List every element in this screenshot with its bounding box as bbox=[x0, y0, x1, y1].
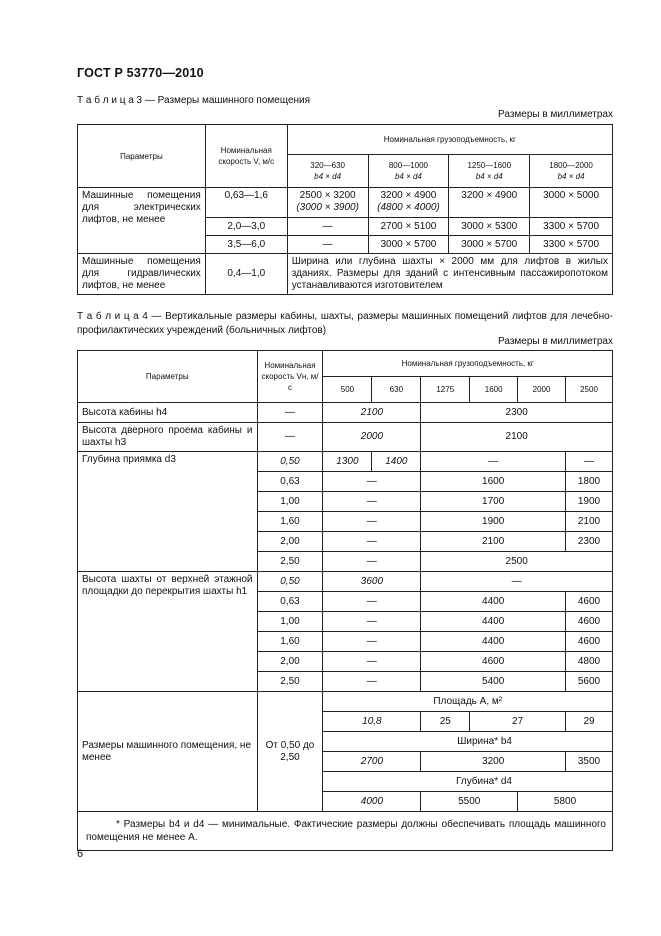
t4-pit-label: Глубина приямка d3 bbox=[78, 452, 258, 572]
t3-cell: 3000 × 5700 bbox=[449, 236, 530, 254]
t4-cell: 2100 bbox=[566, 512, 613, 532]
t4-speed: — bbox=[257, 423, 323, 452]
t4-speed: 2,00 bbox=[257, 532, 323, 552]
t4-cell: 2500 bbox=[421, 552, 613, 572]
t4-cell: 1700 bbox=[421, 492, 566, 512]
t4-cell: — bbox=[323, 652, 421, 672]
t4-cell: — bbox=[323, 512, 421, 532]
t3-header-params: Параметры bbox=[78, 125, 206, 188]
t4-header-params: Параметры bbox=[78, 351, 258, 403]
t4-cell: 2100 bbox=[421, 532, 566, 552]
t4-cell: 4400 bbox=[421, 612, 566, 632]
t4-cell: — bbox=[421, 452, 566, 472]
t4-cell: 29 bbox=[566, 712, 613, 732]
t4-cell: — bbox=[323, 632, 421, 652]
t4-load-col: 2000 bbox=[518, 377, 566, 403]
t3-cell: 3200 × 4900 bbox=[449, 188, 530, 218]
t4-cell: 1400 bbox=[372, 452, 421, 472]
t4-cell: — bbox=[566, 452, 613, 472]
t4-cell: 1800 bbox=[566, 472, 613, 492]
t3-cell: 3000 × 5700 bbox=[368, 236, 449, 254]
t4-machine-room-speed: От 0,50 до 2,50 bbox=[257, 692, 323, 812]
t4-load-col: 630 bbox=[372, 377, 421, 403]
t4-cell: 1600 bbox=[421, 472, 566, 492]
t4-speed: 2,00 bbox=[257, 652, 323, 672]
t4-cell: 2100 bbox=[421, 423, 613, 452]
table4 bbox=[77, 350, 613, 851]
t4-cell: 1900 bbox=[421, 512, 566, 532]
page-number: 6 bbox=[77, 848, 84, 860]
t4-shaft-label: Высота шахты от верхней этажной площадки до перекрытия шахты h1 bbox=[78, 572, 258, 692]
t3-cell: 3300 × 5700 bbox=[530, 236, 613, 254]
t4-cell: 4400 bbox=[421, 592, 566, 612]
t3-load-col: 320—630 b4 × d4 bbox=[287, 155, 368, 188]
t3-cell: 2700 × 5100 bbox=[368, 218, 449, 236]
t4-speed: 1,00 bbox=[257, 492, 323, 512]
table4-units: Размеры в миллиметрах bbox=[498, 336, 613, 347]
t4-speed: 0,63 bbox=[257, 472, 323, 492]
t3-speed: 0,63—1,6 bbox=[205, 188, 287, 218]
t4-speed: 1,60 bbox=[257, 512, 323, 532]
t3-header-speed: Номинальная скорость V, м/с bbox=[205, 125, 287, 188]
table3 bbox=[77, 124, 613, 295]
t4-load-col: 1275 bbox=[421, 377, 470, 403]
t4-cell: 27 bbox=[470, 712, 566, 732]
t4-cell: 3600 bbox=[323, 572, 421, 592]
t4-cabin-height-label: Высота кабины h4 bbox=[78, 403, 258, 423]
t4-cell: 4600 bbox=[566, 612, 613, 632]
table3-units: Размеры в миллиметрах bbox=[498, 109, 613, 120]
t3-load-col: 800—1000 b4 × d4 bbox=[368, 155, 449, 188]
t4-cell: 5500 bbox=[421, 792, 518, 812]
t4-cell: — bbox=[323, 532, 421, 552]
t4-load-col: 500 bbox=[323, 377, 372, 403]
t4-speed: 0,63 bbox=[257, 592, 323, 612]
t4-depth-label: Глубина* d4 bbox=[323, 772, 613, 792]
t4-cell: 1900 bbox=[566, 492, 613, 512]
t4-cell: 5800 bbox=[518, 792, 613, 812]
t3-load-col: 1250—1600 b4 × d4 bbox=[449, 155, 530, 188]
document-header: ГОСТ Р 53770—2010 bbox=[77, 66, 204, 80]
t3-speed: 2,0—3,0 bbox=[205, 218, 287, 236]
t3-cell: 3200 × 4900 (4800 × 4000) bbox=[368, 188, 449, 218]
t3-cell: — bbox=[287, 236, 368, 254]
t4-cell: 2700 bbox=[323, 752, 421, 772]
t4-cell: 5400 bbox=[421, 672, 566, 692]
t4-cell: — bbox=[421, 572, 613, 592]
t4-load-col: 1600 bbox=[470, 377, 518, 403]
t4-door-height-label: Высота дверного проема кабины и шахты h3 bbox=[78, 423, 258, 452]
t4-cell: — bbox=[323, 672, 421, 692]
t4-speed: 2,50 bbox=[257, 552, 323, 572]
t4-footnote: * Размеры b4 и d4 — минимальные. Фактические размеры должны обеспечивать площадь машинного помещения не менее А. bbox=[78, 812, 613, 851]
t4-load-col: 2500 bbox=[566, 377, 613, 403]
t4-cell: 5600 bbox=[566, 672, 613, 692]
t4-header-load: Номинальная грузоподъемность, кг bbox=[323, 351, 613, 377]
t4-speed: 2,50 bbox=[257, 672, 323, 692]
t3-cell: 3000 × 5300 bbox=[449, 218, 530, 236]
t4-cell: 3500 bbox=[566, 752, 613, 772]
t4-speed: 1,60 bbox=[257, 632, 323, 652]
t4-cell: 25 bbox=[421, 712, 470, 732]
t4-speed: 1,00 bbox=[257, 612, 323, 632]
t4-speed: 0,50 bbox=[257, 572, 323, 592]
t3-header-load: Номинальная грузоподъемность, кг bbox=[287, 125, 612, 155]
t3-electric-param: Машинные помещения для электрических лифтов, не менее bbox=[78, 188, 206, 254]
t4-cell: 4800 bbox=[566, 652, 613, 672]
t4-cell: 1300 bbox=[323, 452, 372, 472]
t3-cell: — bbox=[287, 218, 368, 236]
t4-cell: — bbox=[323, 592, 421, 612]
t4-width-label: Ширина* b4 bbox=[323, 732, 613, 752]
t4-header-speed: Номинальная скорость Vн, м/с bbox=[257, 351, 323, 403]
t3-cell: 3300 × 5700 bbox=[530, 218, 613, 236]
t3-load-col: 1800—2000 b4 × d4 bbox=[530, 155, 613, 188]
t4-cell: 4400 bbox=[421, 632, 566, 652]
t4-speed: 0,50 bbox=[257, 452, 323, 472]
t4-cell: 4600 bbox=[566, 592, 613, 612]
t4-cell: — bbox=[323, 492, 421, 512]
t4-cell: 4600 bbox=[566, 632, 613, 652]
t4-cell: — bbox=[323, 552, 421, 572]
t4-cell: 2100 bbox=[323, 403, 421, 423]
t3-hydraulic-note: Ширина или глубина шахты × 2000 мм для лифтов в жилых зданиях. Размеры для зданий с интенсивным пассажиропотоком устанавливаются изготовителем bbox=[287, 254, 612, 295]
t4-cell: — bbox=[323, 472, 421, 492]
t4-area-label: Площадь А, м² bbox=[323, 692, 613, 712]
table3-caption: Т а б л и ц а 3 — Размеры машинного помещения bbox=[77, 95, 311, 106]
t3-speed: 3,5—6,0 bbox=[205, 236, 287, 254]
t3-cell: 2500 × 3200 (3000 × 3900) bbox=[287, 188, 368, 218]
t4-machine-room-label: Размеры машинного помещения, не менее bbox=[78, 692, 258, 812]
t4-cell: 2300 bbox=[566, 532, 613, 552]
table4-caption: Т а б л и ц а 4 — Вертикальные размеры кабины, шахты, размеры машинных помещений лифтов для лечебно-профилактических учреждений (больничных лифтов) bbox=[77, 311, 613, 336]
t3-speed: 0,4—1,0 bbox=[205, 254, 287, 295]
t4-cell: 10,8 bbox=[323, 712, 421, 732]
t4-cell: — bbox=[323, 612, 421, 632]
t3-cell: 3000 × 5000 bbox=[530, 188, 613, 218]
t4-speed: — bbox=[257, 403, 323, 423]
t4-cell: 4000 bbox=[323, 792, 421, 812]
t4-cell: 4600 bbox=[421, 652, 566, 672]
t4-cell: 2300 bbox=[421, 403, 613, 423]
t4-cell: 3200 bbox=[421, 752, 566, 772]
t4-cell: 2000 bbox=[323, 423, 421, 452]
t3-hydraulic-param: Машинные помещения для гидравлических лифтов, не менее bbox=[78, 254, 206, 295]
